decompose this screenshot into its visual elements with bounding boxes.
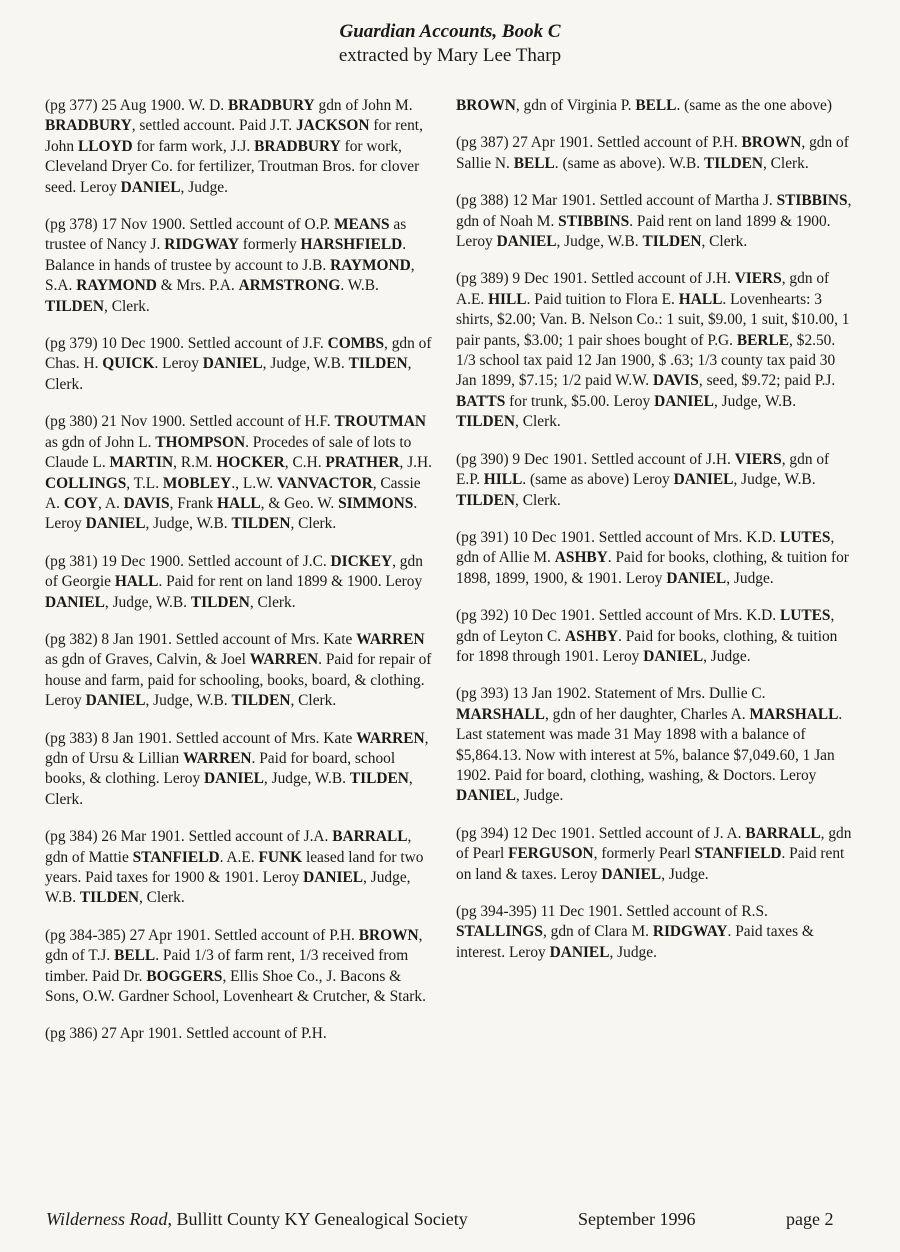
surname: RAYMOND bbox=[330, 256, 411, 274]
surname: RIDGWAY bbox=[652, 923, 728, 941]
surname: DANIEL bbox=[673, 471, 734, 489]
surname: STANFIELD bbox=[694, 845, 782, 863]
entry-text: . Paid rent on land & taxes. Leroy bbox=[456, 845, 845, 883]
surname: DICKEY bbox=[330, 552, 393, 570]
entry-text: , gdn of Georgie bbox=[45, 552, 423, 591]
record-entry bbox=[456, 450, 856, 511]
entry-text: (pg 387) 27 Apr 1901. Settled account of P.H. bbox=[456, 134, 742, 152]
surname: LLOYD bbox=[77, 137, 133, 155]
entry-text: (pg 379) 10 Dec 1900. Settled account of J.F. bbox=[45, 335, 328, 353]
surname: VANVACTOR bbox=[276, 474, 373, 492]
entry-text: ., L.W. bbox=[231, 474, 277, 492]
surname: COY bbox=[63, 494, 99, 512]
entry-text: , $2.50. 1/3 school tax paid 12 Jan 1900, $ .63; 1/3 county tax paid 30 Jan 1899, $7.15; 1/2 paid W.W. bbox=[456, 331, 836, 390]
record-entry bbox=[45, 1024, 438, 1044]
entry-text: . Paid for books, clothing, & tuition for 1898 through 1901. Leroy bbox=[456, 627, 838, 665]
record-entry bbox=[45, 630, 438, 712]
surname: TILDEN bbox=[79, 889, 139, 907]
entry-text: (pg 383) 8 Jan 1901. Settled account of Mrs. Kate bbox=[45, 729, 357, 747]
surname: PRATHER bbox=[325, 454, 400, 472]
entry-text: (pg 394-395) 11 Dec 1901. Settled account of R.S. bbox=[456, 903, 768, 920]
entry-text: , gdn of Mattie bbox=[45, 828, 412, 866]
surname: DANIEL bbox=[549, 943, 610, 961]
surname: DANIEL bbox=[456, 787, 516, 805]
entry-text: , Judge, W.B. bbox=[45, 869, 411, 907]
entry-text: (pg 380) 21 Nov 1900. Settled account of H.F. bbox=[45, 413, 335, 431]
entry-text: , gdn of Leyton C. bbox=[456, 607, 835, 645]
surname: BRADBURY bbox=[254, 137, 341, 155]
surname: TILDEN bbox=[231, 692, 291, 710]
entry-text: , Clerk. bbox=[701, 233, 748, 251]
record-entry bbox=[456, 96, 856, 116]
entry-text: , Judge. bbox=[609, 943, 657, 961]
surname: BELL bbox=[513, 154, 555, 172]
entry-text: . Paid for board, school books, & clothing. Leroy bbox=[45, 749, 396, 788]
surname: MARSHALL bbox=[749, 705, 839, 723]
entry-text: (pg 389) 9 Dec 1901. Settled account of J.H. bbox=[456, 270, 735, 288]
entry-text: , gdn of Pearl bbox=[456, 824, 852, 863]
surname: WARREN bbox=[249, 651, 319, 669]
entry-text: , Judge, W.B. bbox=[262, 355, 349, 373]
entry-text: . Paid for books, clothing, & tuition for 1898, 1899, 1900, & 1901. Leroy bbox=[456, 549, 849, 587]
entry-text: , formerly Pearl bbox=[593, 845, 695, 863]
surname: BROWN bbox=[741, 134, 802, 152]
surname: WARREN bbox=[356, 630, 425, 648]
surname: RIDGWAY bbox=[164, 236, 239, 254]
entry-text: . Paid for repair of house and farm, paid for schooling, books, board, & clothing. Leroy bbox=[45, 651, 432, 710]
surname: DANIEL bbox=[496, 233, 557, 251]
entry-text: . (same as above) Leroy bbox=[522, 471, 674, 489]
entry-text: (pg 391) 10 Dec 1901. Settled account of Mrs. K.D. bbox=[456, 528, 780, 546]
surname: DANIEL bbox=[643, 647, 704, 665]
record-entry bbox=[456, 133, 856, 174]
surname: DANIEL bbox=[202, 355, 263, 373]
entry-text: , gdn of Sallie N. bbox=[456, 134, 849, 172]
entry-text: , Judge. bbox=[661, 865, 709, 883]
surname: BATTS bbox=[456, 392, 506, 410]
entry-text: (pg 393) 13 Jan 1902. Statement of Mrs. Dullie C. bbox=[456, 685, 766, 703]
entry-text: for trunk, $5.00. Leroy bbox=[505, 392, 655, 410]
entry-text: . Paid tuition to Flora E. bbox=[526, 290, 679, 308]
surname: MARTIN bbox=[109, 454, 174, 472]
entry-text: , A. bbox=[98, 494, 124, 512]
entry-text: for farm work, J.J. bbox=[132, 137, 255, 155]
surname: BARRALL bbox=[745, 824, 821, 842]
entry-text: , Judge. bbox=[515, 787, 564, 805]
entry-text: . Last statement was made 31 May 1898 with a balance of $5,864.13. Now with interest at 5%, balance $7,049.60, 1 Jan 1902. Paid for board, clothing, washing, & Doctors. Leroy bbox=[456, 705, 843, 784]
entry-text: (pg 386) 27 Apr 1901. Settled account of P.H. bbox=[45, 1025, 327, 1043]
article-title: Guardian Accounts, Book C bbox=[339, 21, 561, 42]
surname: BRADBURY bbox=[227, 97, 315, 114]
surname: SIMMONS bbox=[338, 494, 414, 512]
page-number: page 2 bbox=[786, 1209, 834, 1229]
surname: HILL bbox=[483, 471, 523, 489]
surname: HOCKER bbox=[216, 454, 285, 472]
surname: FERGUSON bbox=[508, 845, 594, 863]
entry-text: , gdn of Noah M. bbox=[456, 192, 852, 230]
record-entry bbox=[45, 412, 438, 534]
entry-text: as gdn of John L. bbox=[45, 433, 156, 451]
surname: TILDEN bbox=[703, 154, 763, 172]
entry-text: formerly bbox=[238, 236, 301, 254]
surname: TILDEN bbox=[45, 297, 105, 315]
entry-text: . Lovenhearts: 3 shirts, $2.00; Van. B. Nelson Co.: 1 suit, $9.00, 1 suit, $10.00, 1 pair pants, $3.00; 1 pair shoes bought of P.G. bbox=[456, 290, 850, 349]
entry-text: , Judge, W.B. bbox=[104, 593, 191, 611]
surname: BARRALL bbox=[332, 828, 408, 846]
record-entry bbox=[456, 902, 856, 963]
entry-text: , seed, $9.72; paid P.J. bbox=[698, 372, 836, 390]
entry-text: , Frank bbox=[169, 494, 218, 512]
surname: TILDEN bbox=[642, 233, 702, 251]
entry-text: . Paid 1/3 of farm rent, 1/3 received from timber. Paid Dr. bbox=[45, 947, 409, 985]
entry-text: , Clerk. bbox=[249, 593, 296, 611]
record-entry bbox=[456, 269, 856, 432]
surname: VIERS bbox=[734, 270, 782, 288]
record-entry bbox=[45, 552, 438, 613]
entry-text: , R.M. bbox=[173, 454, 217, 472]
surname: BROWN bbox=[456, 97, 516, 114]
surname: DAVIS bbox=[652, 372, 699, 390]
record-entry bbox=[45, 215, 438, 317]
record-entry bbox=[456, 824, 856, 885]
entry-text: . Balance in hands of trustee by account to J.B. bbox=[45, 236, 407, 274]
surname: WARREN bbox=[183, 749, 252, 767]
entry-text: . Paid for rent on land 1899 & 1900. Leroy bbox=[158, 573, 423, 591]
surname: BELL bbox=[114, 947, 156, 965]
entry-text: . Paid rent on land 1899 & 1900. Leroy bbox=[456, 212, 831, 251]
entry-text: , Judge. bbox=[726, 569, 774, 587]
surname: QUICK bbox=[102, 355, 155, 373]
surname: HALL bbox=[114, 573, 159, 591]
entry-text: , Cassie A. bbox=[45, 474, 421, 512]
entry-text: , Clerk. bbox=[515, 413, 561, 431]
record-entry bbox=[45, 926, 438, 1008]
entry-text: , gdn of Chas. H. bbox=[45, 335, 432, 373]
entry-text: as gdn of Graves, Calvin, & Joel bbox=[45, 651, 250, 669]
entry-text: , gdn of Clara M. bbox=[542, 923, 653, 941]
entry-text: , Clerk. bbox=[762, 154, 809, 172]
entry-text: as trustee of Nancy J. bbox=[45, 216, 407, 254]
surname: JACKSON bbox=[295, 117, 370, 135]
entry-text: (pg 377) 25 Aug 1900. W. D. bbox=[45, 97, 228, 114]
entry-text: , Clerk. bbox=[290, 692, 337, 710]
surname: RAYMOND bbox=[76, 277, 157, 295]
entry-text: , Clerk. bbox=[290, 515, 337, 533]
surname: STALLINGS bbox=[456, 923, 543, 941]
entry-text: . Procedes of sale of lots to Claude L. bbox=[45, 433, 412, 472]
entry-text: , Judge. bbox=[703, 647, 751, 665]
page-footer bbox=[46, 1206, 866, 1232]
surname: TROUTMAN bbox=[334, 413, 426, 431]
surname: TILDEN bbox=[456, 413, 516, 431]
footer-date: September 1996 bbox=[578, 1209, 696, 1229]
surname: ARMSTRONG bbox=[238, 277, 341, 295]
entry-text: , S.A. bbox=[45, 256, 415, 295]
entry-text: (pg 381) 19 Dec 1900. Settled account of J.C. bbox=[45, 552, 331, 570]
surname: MOBLEY bbox=[162, 474, 232, 492]
entry-text: . Leroy bbox=[154, 355, 203, 373]
article-byline: extracted by Mary Lee Tharp bbox=[338, 45, 562, 66]
entry-text: , Judge, W.B. bbox=[145, 515, 232, 533]
entry-text: . A.E. bbox=[219, 848, 259, 866]
surname: LUTES bbox=[780, 607, 831, 625]
footer-publication bbox=[46, 1206, 468, 1232]
surname: COLLINGS bbox=[45, 474, 127, 492]
entry-text: , gdn of Virginia P. bbox=[515, 97, 636, 114]
entry-text: . (same as above). W.B. bbox=[554, 154, 704, 172]
entry-text: & Mrs. P.A. bbox=[156, 277, 239, 295]
surname: ASHBY bbox=[554, 549, 608, 567]
entry-text: . W.B. bbox=[340, 277, 379, 295]
entry-text: (pg 384) 26 Mar 1901. Settled account of J.A. bbox=[45, 828, 333, 846]
surname: DANIEL bbox=[85, 692, 146, 710]
record-entry bbox=[456, 191, 856, 252]
entry-text: (pg 394) 12 Dec 1901. Settled account of J. A. bbox=[456, 824, 746, 842]
entry-text: , gdn of Allie M. bbox=[456, 528, 835, 567]
surname: DANIEL bbox=[654, 392, 714, 410]
surname: BELL bbox=[635, 97, 677, 114]
record-entry bbox=[45, 729, 438, 811]
surname: TILDEN bbox=[456, 491, 516, 509]
surname: FUNK bbox=[258, 848, 303, 866]
surname: BOGGERS bbox=[146, 967, 223, 985]
entry-text: , J.H. bbox=[399, 454, 432, 472]
left-column bbox=[45, 96, 438, 1062]
surname: HALL bbox=[217, 494, 261, 512]
surname: WARREN bbox=[356, 729, 425, 747]
surname: STIBBINS bbox=[558, 212, 630, 230]
surname: COMBS bbox=[327, 335, 385, 353]
entry-text: , Judge. bbox=[180, 178, 228, 196]
entry-text: , Clerk. bbox=[104, 297, 150, 315]
surname: TILDEN bbox=[348, 355, 408, 373]
entry-text: (pg 378) 17 Nov 1900. Settled account of O.P. bbox=[45, 216, 334, 234]
entry-text: , gdn of A.E. bbox=[456, 270, 830, 308]
surname: DAVIS bbox=[123, 494, 170, 512]
entry-text: , Judge, W.B. bbox=[733, 471, 816, 489]
surname: BRADBURY bbox=[45, 117, 132, 135]
surname: HALL bbox=[678, 290, 723, 308]
surname: BERLE bbox=[736, 331, 790, 349]
entry-text: . (same as the one above) bbox=[676, 97, 832, 114]
entry-text: , gdn of her daughter, Charles A. bbox=[544, 705, 750, 723]
surname: DANIEL bbox=[120, 178, 181, 196]
entry-text: , gdn of Ursu & Lillian bbox=[45, 729, 429, 767]
surname: STIBBINS bbox=[776, 192, 848, 210]
surname: DANIEL bbox=[45, 593, 105, 611]
surname: THOMPSON bbox=[155, 433, 246, 451]
page-header bbox=[0, 20, 900, 68]
entry-text: , Clerk. bbox=[138, 889, 185, 907]
entry-text: , Clerk. bbox=[45, 355, 412, 393]
publication-name: Wilderness Road bbox=[46, 1209, 168, 1229]
society-name: , Bullitt County KY Genealogical Society bbox=[167, 1209, 468, 1229]
entry-text: , & Geo. W. bbox=[260, 494, 339, 512]
entry-text: (pg 384-385) 27 Apr 1901. Settled account of P.H. bbox=[45, 926, 359, 944]
entry-text: for rent, John bbox=[45, 117, 423, 155]
entry-text: , Judge, W.B. bbox=[556, 233, 643, 251]
entry-text: , Ellis Shoe Co., J. Bacons & Sons, O.W. Gardner School, Lovenheart & Crutcher, & Stark. bbox=[45, 967, 426, 1006]
record-entry bbox=[456, 684, 856, 806]
entry-text: , gdn of E.P. bbox=[456, 450, 830, 489]
surname: HARSHFIELD bbox=[300, 236, 403, 254]
surname: DANIEL bbox=[204, 770, 264, 788]
surname: BROWN bbox=[358, 926, 419, 944]
entry-text: gdn of John M. bbox=[314, 97, 413, 114]
entry-text: , Clerk. bbox=[515, 491, 561, 509]
entry-text: , Judge, W.B. bbox=[713, 392, 797, 410]
entry-text: , Judge, W.B. bbox=[263, 770, 350, 788]
entry-text: leased land for two years. Paid taxes for 1900 & 1901. Leroy bbox=[45, 848, 424, 886]
surname: ASHBY bbox=[565, 627, 619, 645]
entry-text: . Leroy bbox=[45, 494, 418, 533]
record-entry bbox=[456, 606, 856, 667]
entry-text: . Paid taxes & interest. Leroy bbox=[456, 923, 814, 961]
surname: DANIEL bbox=[303, 869, 364, 886]
entry-text: , settled account. Paid J.T. bbox=[131, 117, 296, 135]
surname: TILDEN bbox=[190, 593, 250, 611]
entry-text: (pg 392) 10 Dec 1901. Settled account of Mrs. K.D. bbox=[456, 607, 780, 625]
surname: MEANS bbox=[333, 216, 390, 234]
right-column bbox=[456, 96, 856, 980]
entry-text: (pg 390) 9 Dec 1901. Settled account of J.H. bbox=[456, 450, 735, 468]
entry-text: , gdn of T.J. bbox=[45, 926, 423, 965]
surname: LUTES bbox=[780, 528, 831, 546]
record-entry bbox=[45, 96, 438, 198]
surname: TILDEN bbox=[349, 770, 409, 788]
entry-text: , C.H. bbox=[284, 454, 326, 472]
surname: DANIEL bbox=[601, 865, 662, 883]
surname: STANFIELD bbox=[132, 848, 220, 866]
entry-text: , Judge, W.B. bbox=[145, 692, 232, 710]
surname: HILL bbox=[488, 290, 527, 308]
entry-text: , T.L. bbox=[126, 474, 163, 492]
surname: MARSHALL bbox=[456, 705, 545, 723]
record-entry bbox=[456, 528, 856, 589]
entry-text: for work, Cleveland Dryer Co. for fertilizer, Troutman Bros. for clover seed. Leroy bbox=[45, 137, 420, 196]
entry-text: (pg 382) 8 Jan 1901. Settled account of Mrs. Kate bbox=[45, 630, 357, 648]
record-entry bbox=[45, 334, 438, 395]
record-entry bbox=[45, 827, 438, 909]
surname: DANIEL bbox=[85, 515, 146, 533]
surname: DANIEL bbox=[666, 569, 727, 587]
entry-text: , Clerk. bbox=[45, 770, 413, 808]
surname: TILDEN bbox=[231, 515, 291, 533]
entry-text: (pg 388) 12 Mar 1901. Settled account of Martha J. bbox=[456, 192, 777, 210]
surname: VIERS bbox=[734, 450, 782, 468]
